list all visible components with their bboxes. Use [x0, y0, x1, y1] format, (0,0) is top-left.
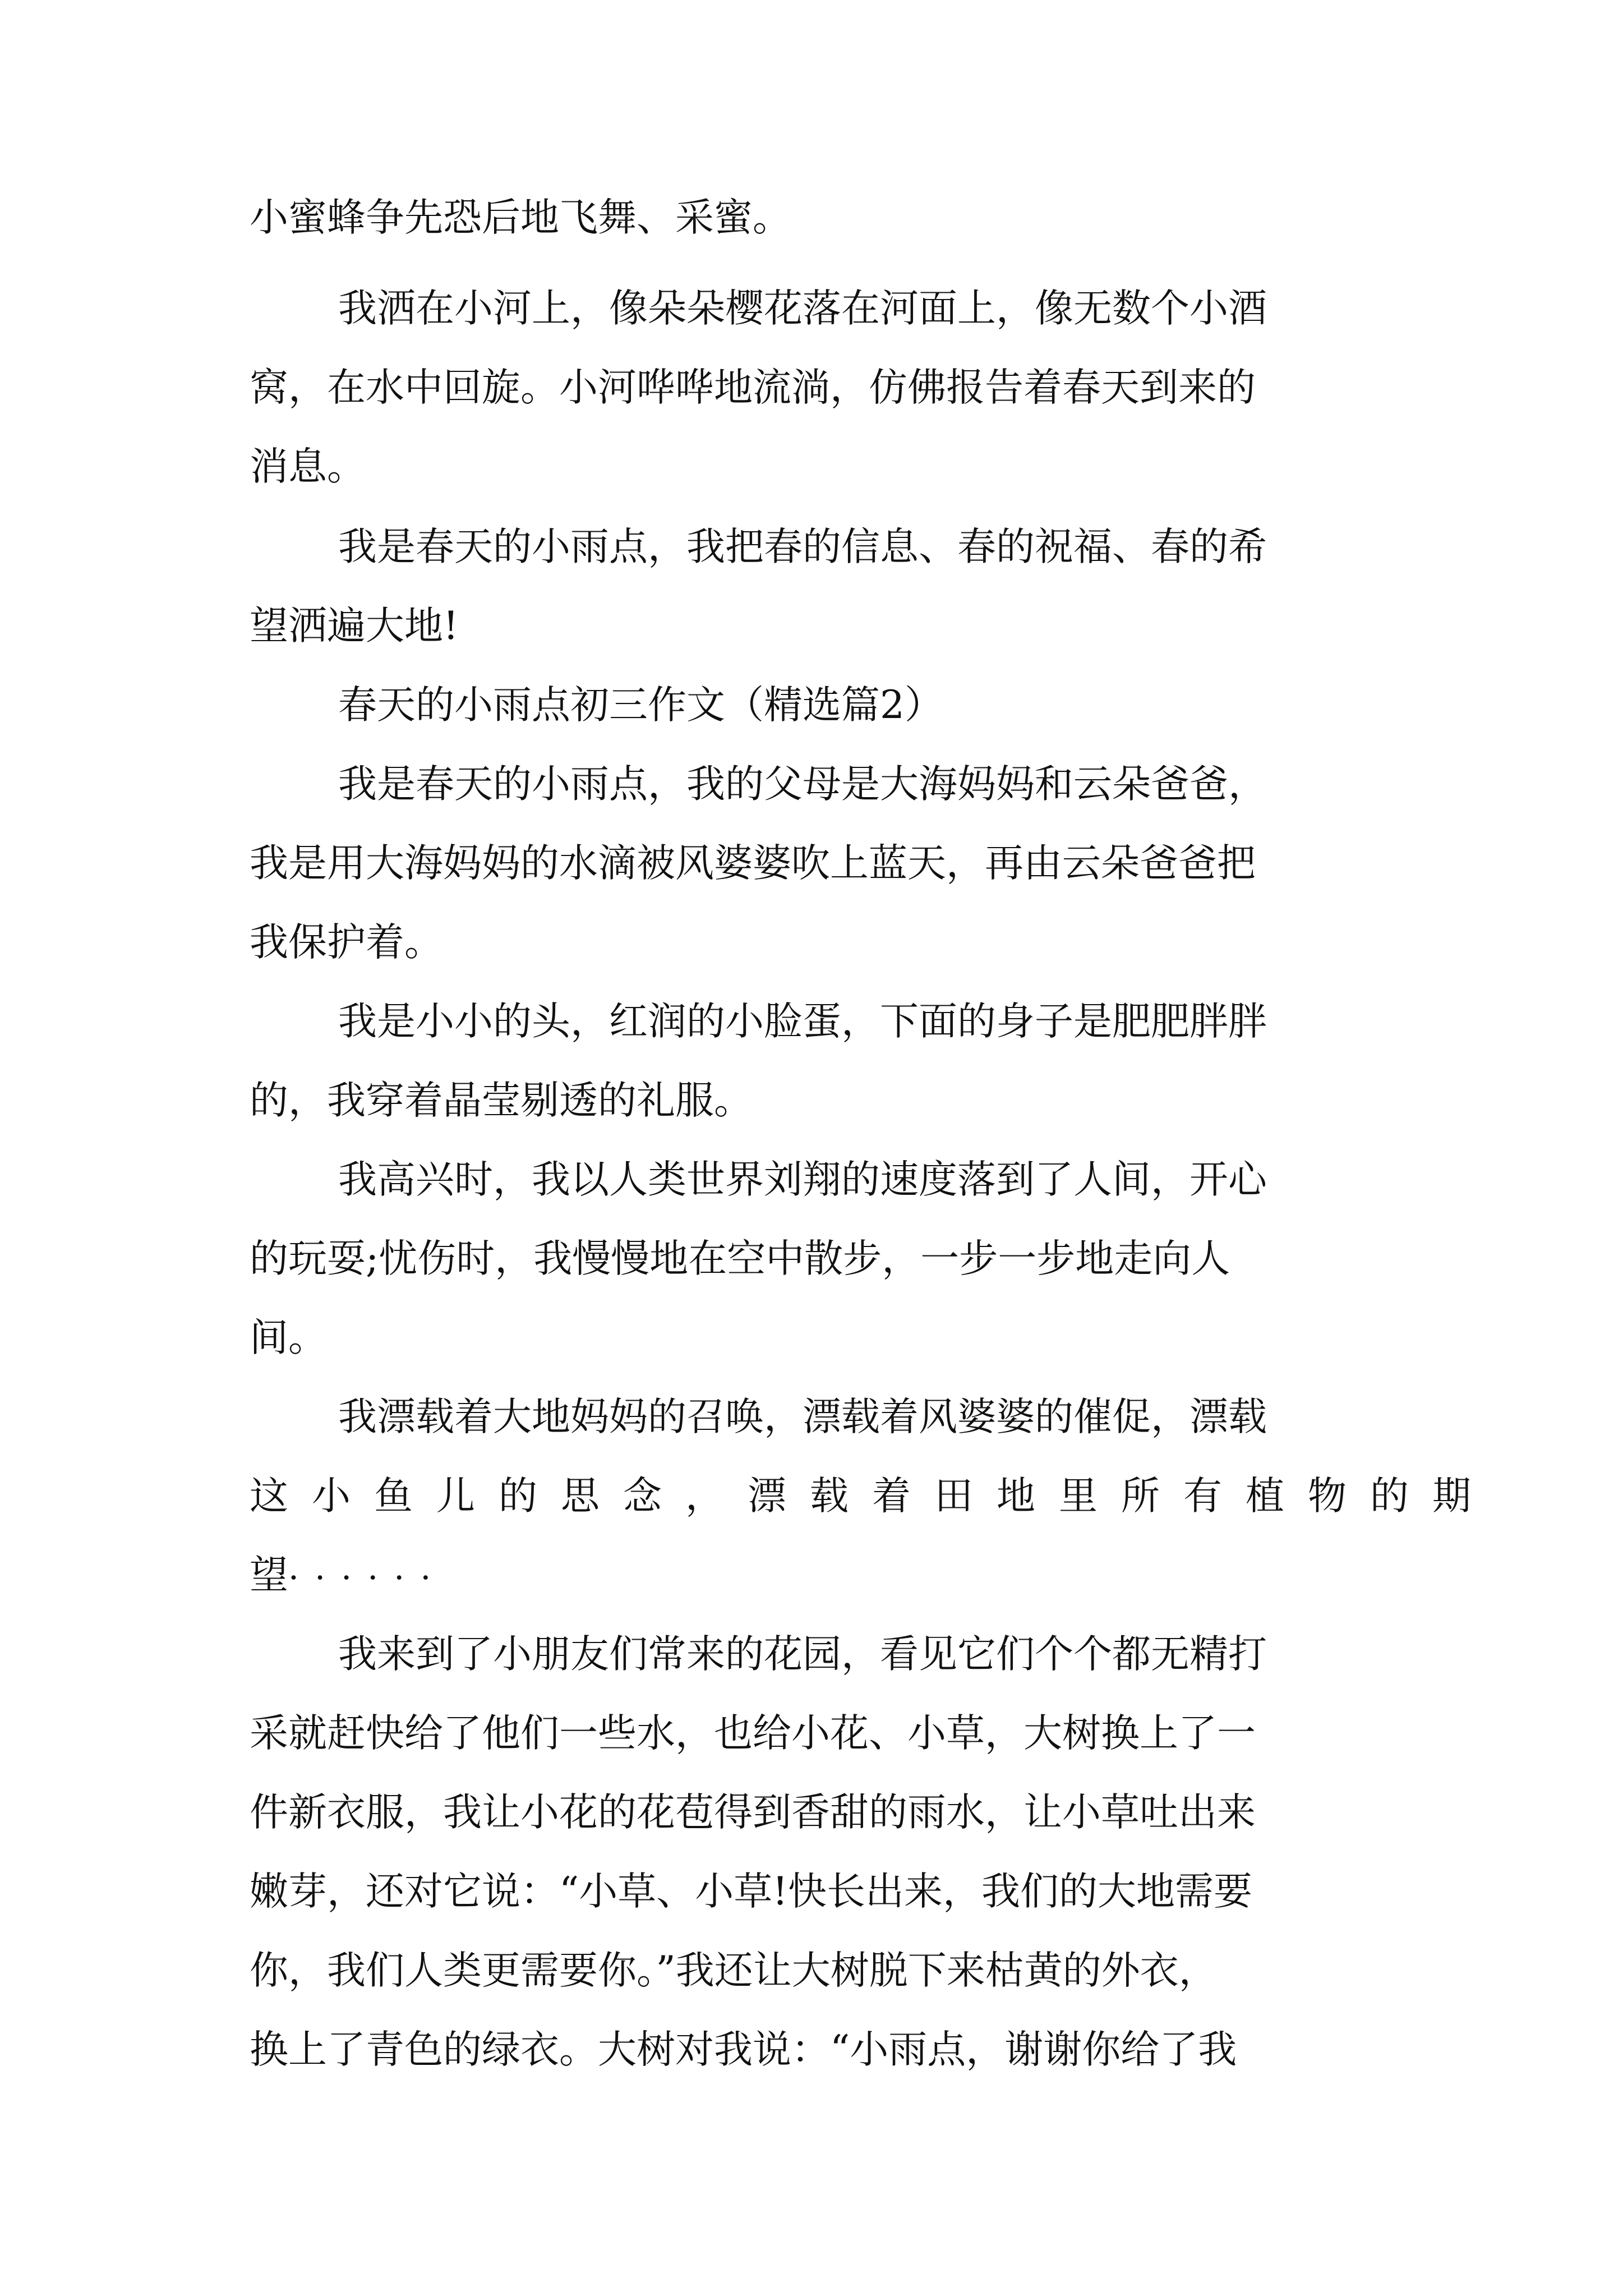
- text-line: 我保护着。: [250, 920, 443, 965]
- text-line: 我是春天的小雨点，我把春的信息、春的祝福、春的希: [338, 524, 1267, 569]
- text-line: 消息。: [250, 444, 366, 489]
- text-line: 我高兴时，我以人类世界刘翔的速度落到了人间，开心: [338, 1157, 1267, 1202]
- text-line: 采就赶快给了他们一些水，也给小花、小草，大树换上了一: [250, 1711, 1256, 1756]
- text-line: 我洒在小河上，像朵朵樱花落在河面上，像无数个小酒: [338, 286, 1267, 331]
- section-heading: 春天的小雨点初三作文（精选篇2）: [338, 683, 943, 728]
- text-line: [250, 1544, 446, 1606]
- text-line: 换上了青色的绿衣。大树对我说：“小雨点，谢谢你给了我: [250, 2027, 1237, 2072]
- text-line: 我来到了小朋友们常来的花园，看见它们个个都无精打: [338, 1632, 1267, 1677]
- text-line: 望洒遍大地!: [250, 604, 459, 648]
- text-line: 小蜜蜂争先恐后地飞舞、采蜜。: [250, 195, 791, 240]
- text-line: 窝，在水中回旋。小河哗哗地流淌，仿佛报告着春天到来的: [250, 365, 1256, 410]
- text-line: 嫩芽，还对它说：“小草、小草!快长出来，我们的大地需要: [250, 1869, 1253, 1914]
- text-line: 我是小小的头，红润的小脸蛋，下面的身子是肥肥胖胖: [338, 999, 1267, 1044]
- ellipsis-dots: ······: [288, 1558, 447, 1598]
- text-fragment: 望: [250, 1553, 288, 1598]
- text-line: 件新衣服，我让小花的花苞得到香甜的雨水，让小草吐出来: [250, 1790, 1256, 1835]
- text-line: 间。: [250, 1315, 327, 1360]
- text-line: 你，我们人类更需要你。”我还让大树脱下来枯黄的外衣，: [250, 1948, 1218, 1993]
- text-line: 我漂载着大地妈妈的召唤，漂载着风婆婆的催促，漂载: [338, 1395, 1267, 1439]
- text-line: 的，我穿着晶莹剔透的礼服。: [250, 1078, 753, 1123]
- text-line: 我是用大海妈妈的水滴被风婆婆吹上蓝天，再由云朵爸爸把: [250, 841, 1256, 886]
- text-line: 的玩耍;忧伤时，我慢慢地在空中散步，一步一步地走向人: [250, 1236, 1230, 1281]
- text-line: 这小鱼儿的思念，漂载着田地里所有植物的期: [250, 1474, 1495, 1519]
- text-line: 我是春天的小雨点，我的父母是大海妈妈和云朵爸爸，: [338, 762, 1267, 807]
